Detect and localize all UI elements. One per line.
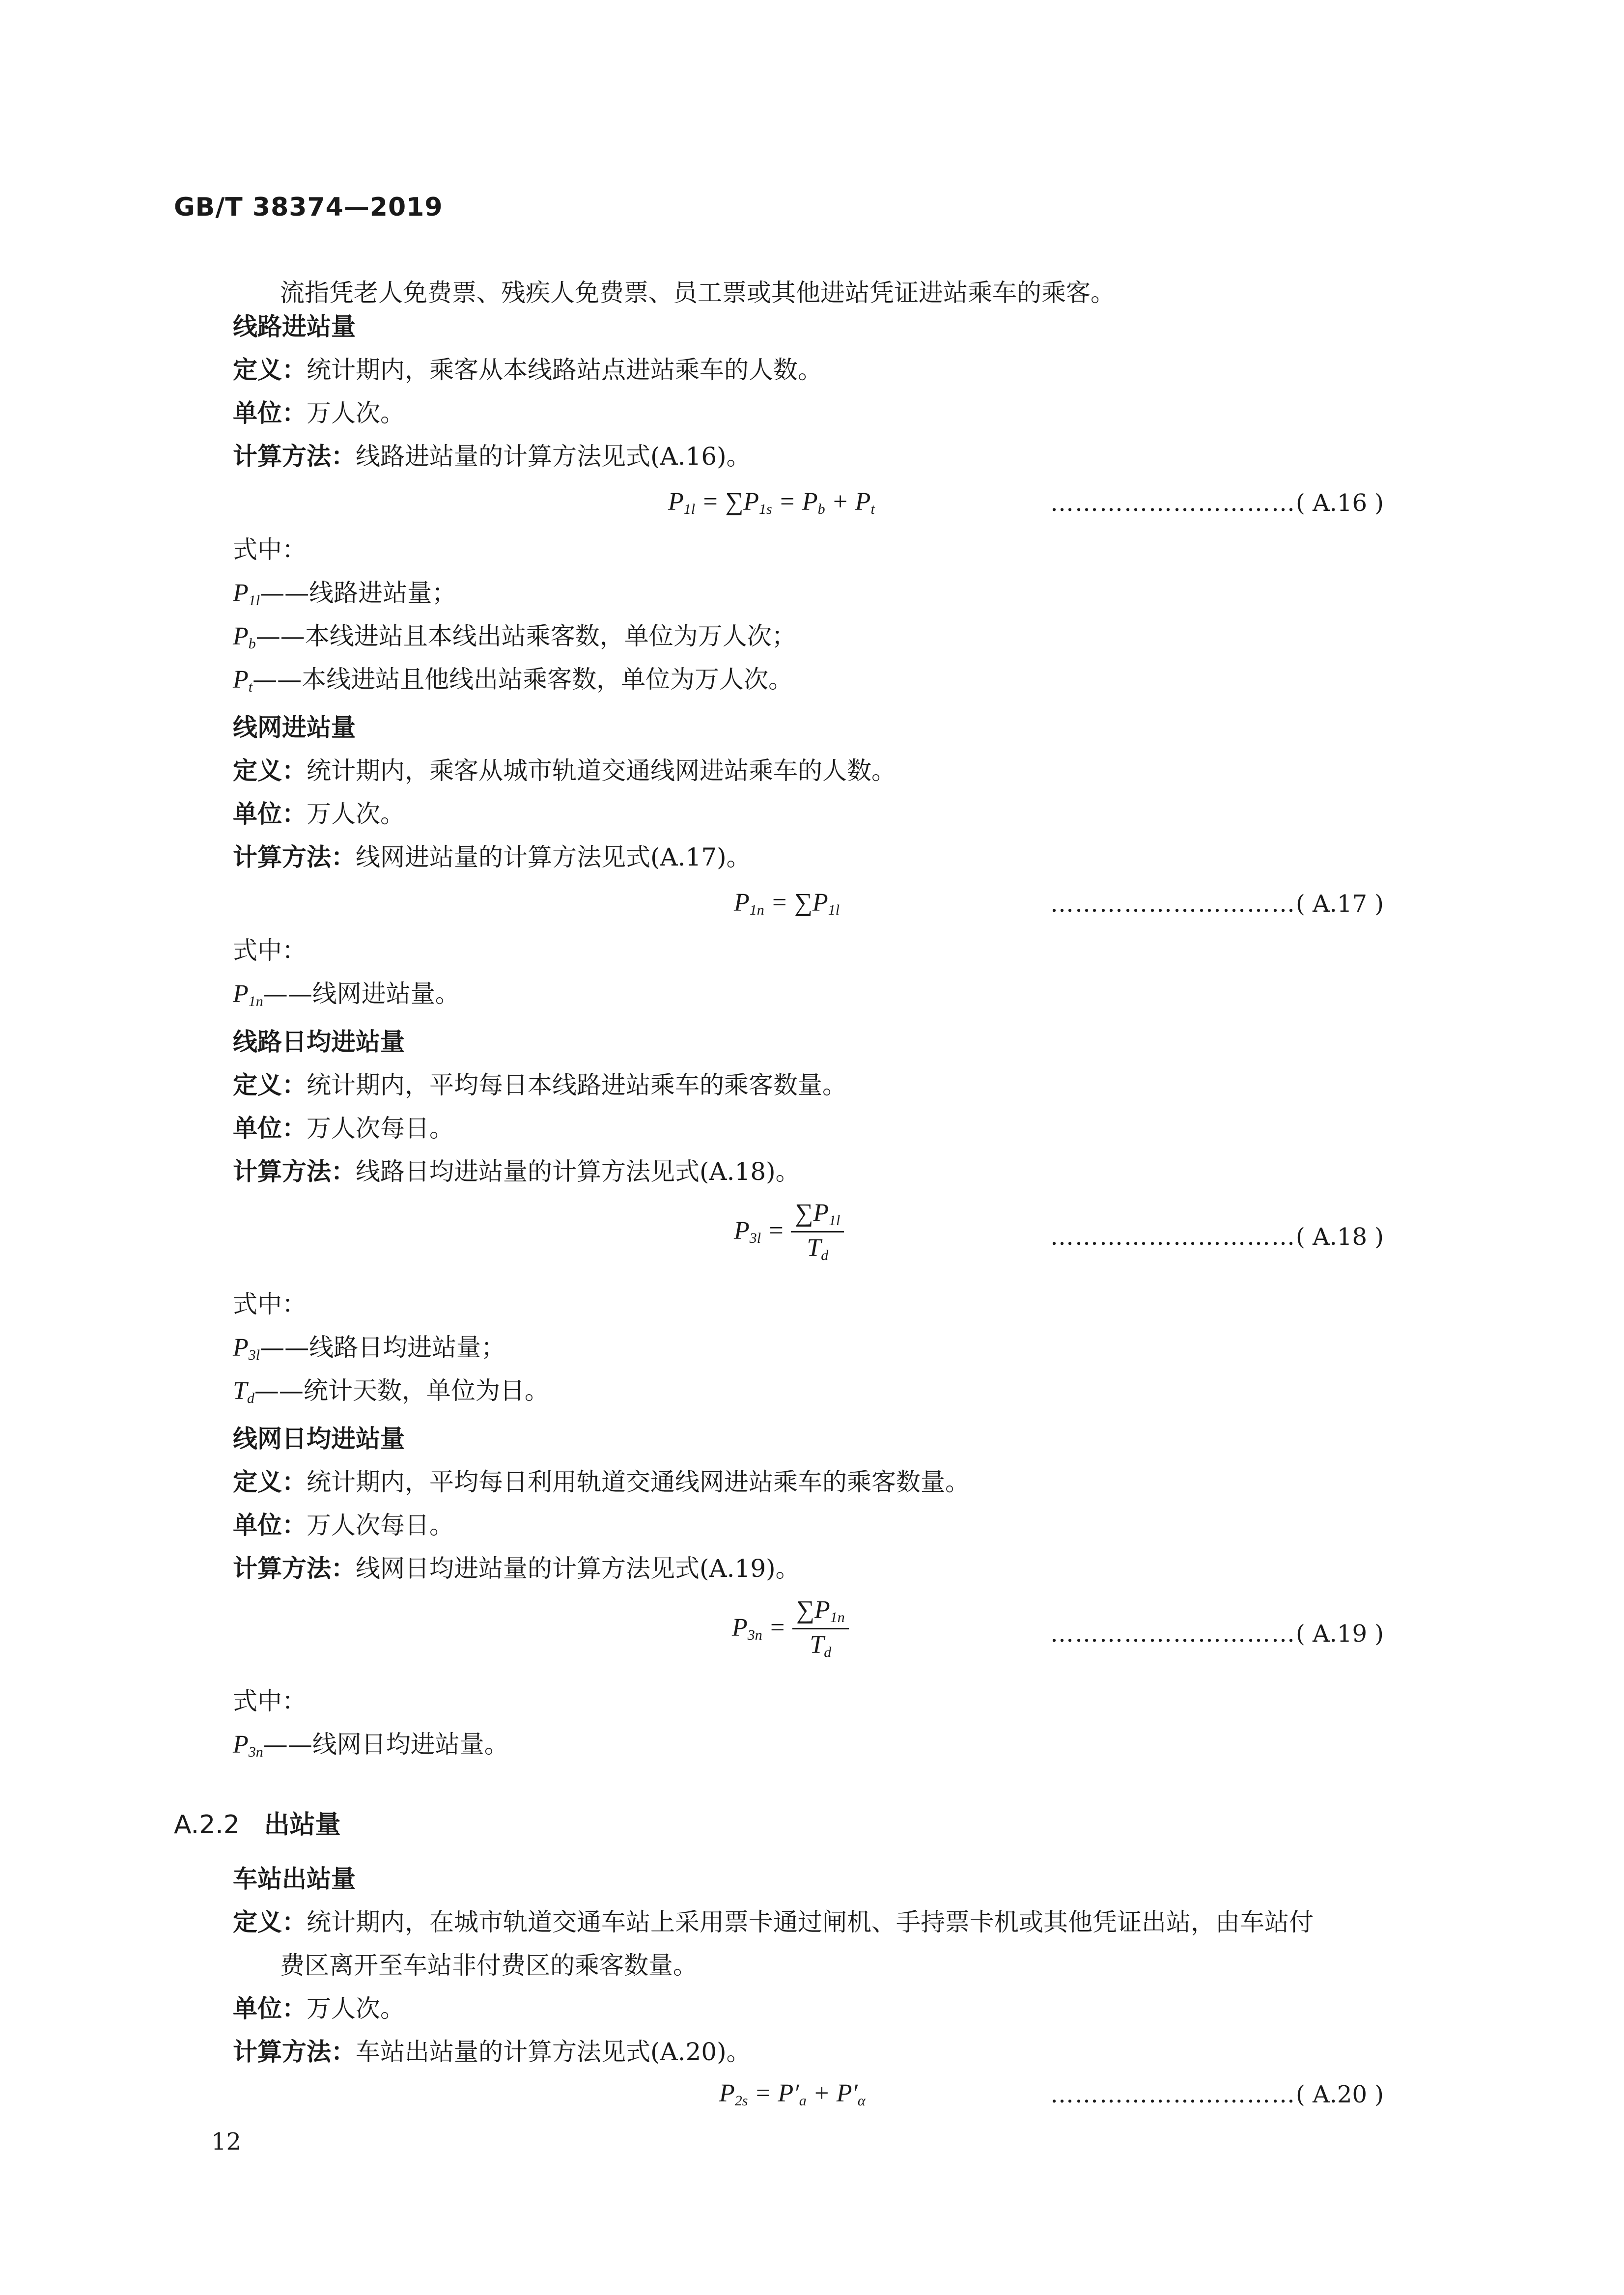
eq-number-a16: …………………………( A.16 ) bbox=[1050, 489, 1384, 517]
unit-net-daily: 单位：万人次每日。 bbox=[233, 1511, 454, 1539]
section-a22-title: A.2.2 出站量 bbox=[174, 1810, 341, 1840]
var-td: $T_d——$统计天数，单位为日。 bbox=[233, 1376, 549, 1406]
definition-net-daily: 定义：统计期内，平均每日利用轨道交通线网进站乘车的乘客数量。 bbox=[233, 1468, 970, 1496]
formula-a16: $P_{1l} = \sum P_{1s} = P_b + P_t$ bbox=[668, 488, 875, 517]
heading-station-exit: 车站出站量 bbox=[233, 1865, 356, 1893]
calc-line-daily: 计算方法：线路日均进站量的计算方法见式(A.18)。 bbox=[233, 1157, 800, 1186]
heading-net-daily: 线网日均进站量 bbox=[233, 1425, 405, 1453]
var-p3l: $P_{3l}——$线路日均进站量； bbox=[233, 1333, 506, 1363]
where-label: 式中： bbox=[233, 1290, 307, 1318]
unit-line-entry: 单位：万人次。 bbox=[233, 399, 405, 427]
eq-number-a18: …………………………( A.18 ) bbox=[1050, 1223, 1384, 1251]
var-pt: $P_t——$本线进站且他线出站乘客数，单位为万人次。 bbox=[233, 665, 793, 695]
intro-line: 流指凭老人免费票、残疾人免费票、员工票或其他进站凭证进站乘车的乘客。 bbox=[280, 279, 1115, 307]
heading-line-entry: 线路进站量 bbox=[233, 312, 356, 341]
var-p3n: $P_{3n}——$线网日均进站量。 bbox=[233, 1730, 509, 1760]
calc-station-exit: 计算方法：车站出站量的计算方法见式(A.20)。 bbox=[233, 2038, 751, 2066]
eq-number-a17: …………………………( A.17 ) bbox=[1050, 890, 1384, 918]
where-label: 式中： bbox=[233, 1687, 307, 1715]
formula-a18: $P_{3l}$ = $\frac{\sum P_{1l}}{T_d}$ bbox=[734, 1201, 844, 1263]
formula-a19: $P_{3n}$ = $\frac{\sum P_{1n}}{T_d}$ bbox=[732, 1597, 849, 1660]
unit-line-daily: 单位：万人次每日。 bbox=[233, 1114, 454, 1143]
unit-station-exit: 单位：万人次。 bbox=[233, 1994, 405, 2023]
var-p1l: $P_{1l}——$线路进站量； bbox=[233, 579, 457, 609]
calc-net-daily: 计算方法：线网日均进站量的计算方法见式(A.19)。 bbox=[233, 1554, 800, 1583]
var-p1n: $P_{1n}——$线网进站量。 bbox=[233, 980, 460, 1009]
heading-line-daily: 线路日均进站量 bbox=[233, 1028, 405, 1056]
var-pb: $P_b——$本线进站且本线出站乘客数，单位为万人次； bbox=[233, 622, 796, 652]
definition-line-daily: 定义：统计期内，平均每日本线路进站乘车的乘客数量。 bbox=[233, 1071, 847, 1099]
calc-line-entry: 计算方法：线路进站量的计算方法见式(A.16)。 bbox=[233, 442, 751, 471]
formula-a17: $P_{1n} = \sum P_{1l}$ bbox=[734, 889, 840, 918]
page-number: 12 bbox=[211, 2128, 242, 2155]
calc-net-entry: 计算方法：线网进站量的计算方法见式(A.17)。 bbox=[233, 843, 751, 871]
where-label: 式中： bbox=[233, 936, 307, 965]
eq-number-a20: …………………………( A.20 ) bbox=[1050, 2081, 1384, 2108]
definition-line-entry: 定义：统计期内，乘客从本线路站点进站乘车的人数。 bbox=[233, 356, 822, 384]
standard-number: GB/T 38374—2019 bbox=[174, 193, 443, 222]
definition-station-exit: 定义：统计期内，在城市轨道交通车站上采用票卡通过闸机、手持票卡机或其他凭证出站，由车站付 bbox=[233, 1908, 1314, 1936]
formula-a20: $P_{2s} = P'_a + P'_\alpha$ bbox=[719, 2079, 866, 2109]
heading-net-entry: 线网进站量 bbox=[233, 713, 356, 742]
definition-net-entry: 定义：统计期内，乘客从城市轨道交通线网进站乘车的人数。 bbox=[233, 756, 896, 785]
definition-station-exit-cont: 费区离开至车站非付费区的乘客数量。 bbox=[280, 1951, 698, 1980]
where-label: 式中： bbox=[233, 535, 307, 564]
unit-net-entry: 单位：万人次。 bbox=[233, 800, 405, 828]
eq-number-a19: …………………………( A.19 ) bbox=[1050, 1620, 1384, 1648]
